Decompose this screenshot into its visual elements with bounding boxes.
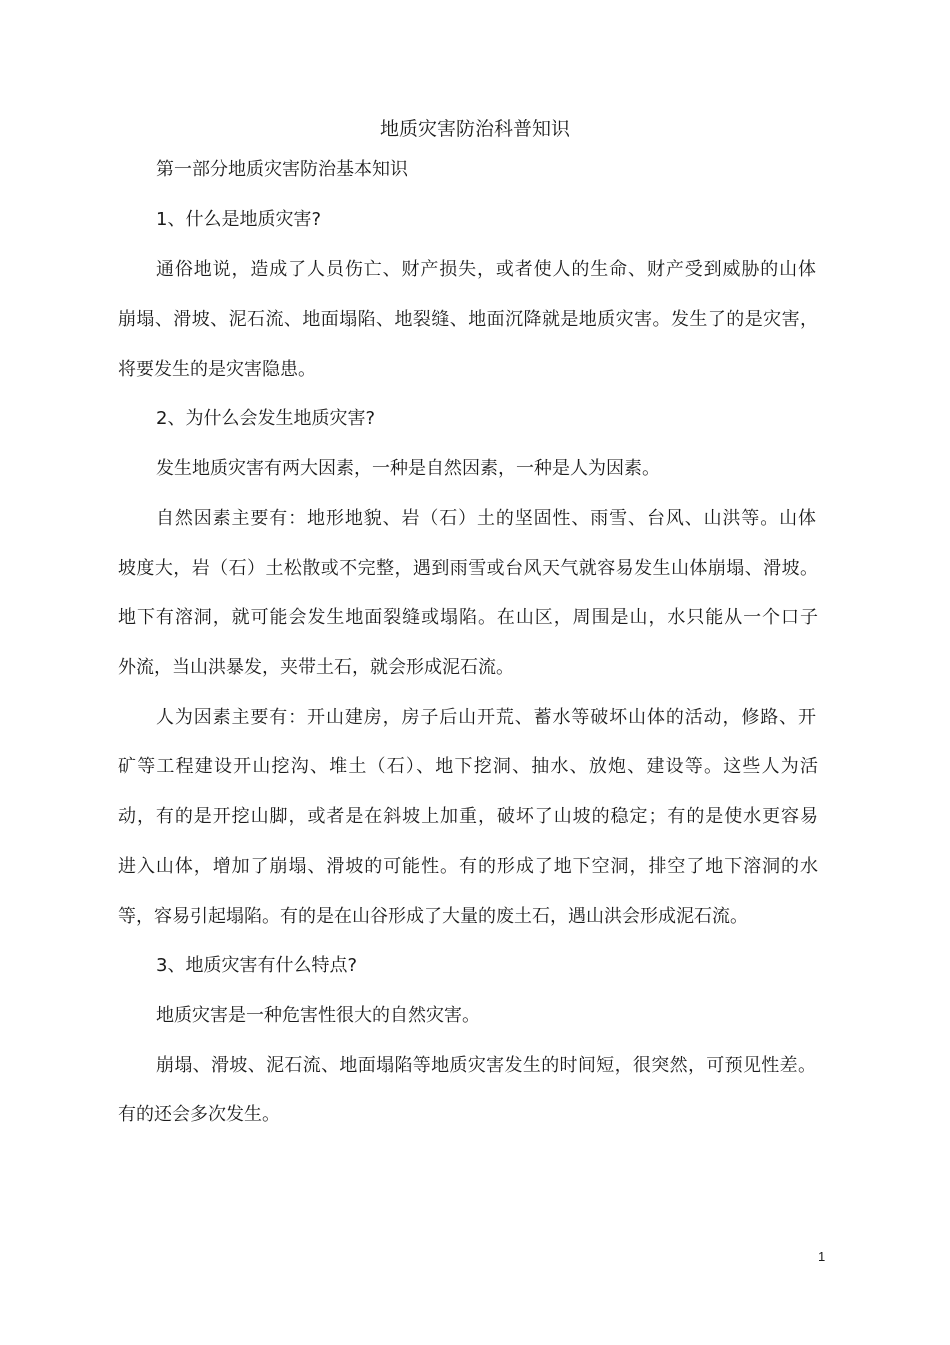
page-number: 1 — [818, 1249, 826, 1264]
question-2-intro: 发生地质灾害有两大因素，一种是自然因素，一种是人为因素。 — [156, 458, 660, 479]
question-1-text-line: 将要发生的是灾害隐患。 — [118, 359, 316, 380]
human-factors-line: 人为因素主要有：开山建房，房子后山开荒、蓄水等破坏山体的活动，修路、开 — [156, 707, 816, 728]
question-1-heading: 1、什么是地质灾害? — [156, 209, 322, 230]
human-factors-line: 进入山体，增加了崩塌、滑坡的可能性。有的形成了地下空洞，排空了地下溶洞的水 — [118, 856, 818, 877]
question-1-text-line: 通俗地说，造成了人员伤亡、财产损失，或者使人的生命、财产受到威胁的山体 — [156, 259, 816, 280]
natural-factors-line: 坡度大，岩（石）土松散或不完整，遇到雨雪或台风天气就容易发生山体崩塌、滑坡。 — [118, 558, 818, 579]
human-factors-line: 等，容易引起塌陷。有的是在山谷形成了大量的废土石，遇山洪会形成泥石流。 — [118, 906, 748, 927]
document-title: 地质灾害防治科普知识 — [379, 118, 570, 140]
human-factors-line: 矿等工程建设开山挖沟、堆土（石）、地下挖洞、抽水、放炮、建设等。这些人为活 — [118, 756, 818, 777]
question-3-text-line: 有的还会多次发生。 — [118, 1104, 280, 1125]
question-2-heading: 2、为什么会发生地质灾害? — [156, 408, 376, 429]
natural-factors-line: 地下有溶洞，就可能会发生地面裂缝或塌陷。在山区，周围是山，水只能从一个口子 — [118, 607, 818, 628]
natural-factors-line: 外流，当山洪暴发，夹带土石，就会形成泥石流。 — [118, 657, 514, 678]
question-3-heading: 3、地质灾害有什么特点? — [156, 955, 358, 976]
question-3-intro: 地质灾害是一种危害性很大的自然灾害。 — [156, 1005, 480, 1026]
question-1-text-line: 崩塌、滑坡、泥石流、地面塌陷、地裂缝、地面沉降就是地质灾害。发生了的是灾害， — [118, 309, 818, 330]
question-3-text-line: 崩塌、滑坡、泥石流、地面塌陷等地质灾害发生的时间短，很突然，可预见性差。 — [156, 1055, 816, 1076]
natural-factors-line: 自然因素主要有：地形地貌、岩（石）土的坚固性、雨雪、台风、山洪等。山体 — [156, 508, 816, 529]
part-heading: 第一部分地质灾害防治基本知识 — [156, 159, 408, 180]
human-factors-line: 动，有的是开挖山脚，或者是在斜坡上加重，破坏了山坡的稳定；有的是使水更容易 — [118, 806, 818, 827]
